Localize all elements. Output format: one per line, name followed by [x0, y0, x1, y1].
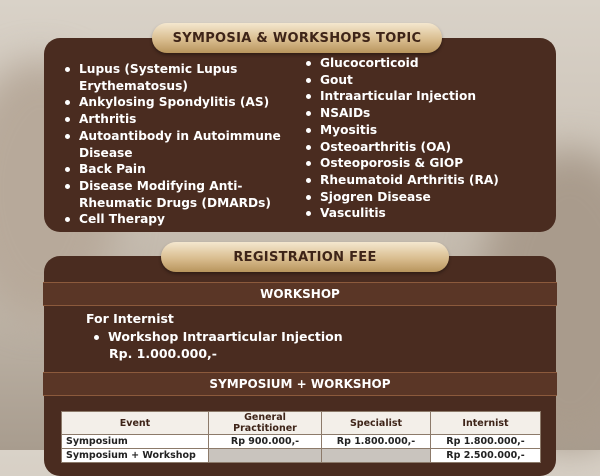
topic-item: Lupus (Systemic Lupus Erythematosus)	[65, 61, 295, 94]
topics-right-list	[306, 55, 546, 222]
fee-table-header	[62, 412, 541, 435]
row-event: Symposium	[62, 435, 209, 449]
header-event: Event	[62, 412, 209, 435]
topic-item: Cell Therapy	[65, 211, 295, 228]
topic-item: Disease Modifying Anti-Rheumatic Drugs (DMARDs)	[65, 178, 295, 211]
header-specialist: Specialist	[322, 412, 431, 435]
topics-title: SYMPOSIA & WORKSHOPS TOPIC	[152, 23, 442, 53]
header-gp: General Practitioner	[209, 412, 322, 435]
row-gp: Rp 900.000,-	[209, 435, 322, 449]
row-event: Symposium + Workshop	[62, 449, 209, 463]
topic-item: Intraarticular Injection	[306, 88, 546, 105]
internist-heading: For Internist	[86, 311, 174, 326]
topic-item: Osteoarthritis (OA)	[306, 139, 546, 156]
table-row	[62, 435, 541, 449]
topic-item: NSAIDs	[306, 105, 546, 122]
workshop-price: Rp. 1.000.000,-	[109, 346, 217, 361]
row-gp	[209, 449, 322, 463]
topic-item: Arthritis	[65, 111, 295, 128]
row-internist: Rp 2.500.000,-	[431, 449, 541, 463]
topic-item: Glucocorticoid	[306, 55, 546, 72]
topic-item: Ankylosing Spondylitis (AS)	[65, 94, 295, 111]
topic-item: Gout	[306, 72, 546, 89]
topic-item: Autoantibody in Autoimmune Disease	[65, 128, 295, 161]
topic-item: Vasculitis	[306, 205, 546, 222]
topics-left-list	[65, 61, 295, 228]
topic-item: Sjogren Disease	[306, 189, 546, 206]
symposium-band: SYMPOSIUM + WORKSHOP	[43, 372, 557, 396]
workshop-band: WORKSHOP	[43, 282, 557, 306]
workshop-item	[96, 329, 343, 344]
workshop-item-label: Workshop Intraarticular Injection	[108, 329, 343, 344]
fee-table	[61, 411, 541, 463]
row-specialist: Rp 1.800.000,-	[322, 435, 431, 449]
topic-item: Rheumatoid Arthritis (RA)	[306, 172, 546, 189]
row-specialist	[322, 449, 431, 463]
topic-item: Osteoporosis & GIOP	[306, 155, 546, 172]
table-row	[62, 449, 541, 463]
row-internist: Rp 1.800.000,-	[431, 435, 541, 449]
registration-title: REGISTRATION FEE	[161, 242, 449, 272]
header-internist: Internist	[431, 412, 541, 435]
topic-item: Myositis	[306, 122, 546, 139]
topic-item: Back Pain	[65, 161, 295, 178]
